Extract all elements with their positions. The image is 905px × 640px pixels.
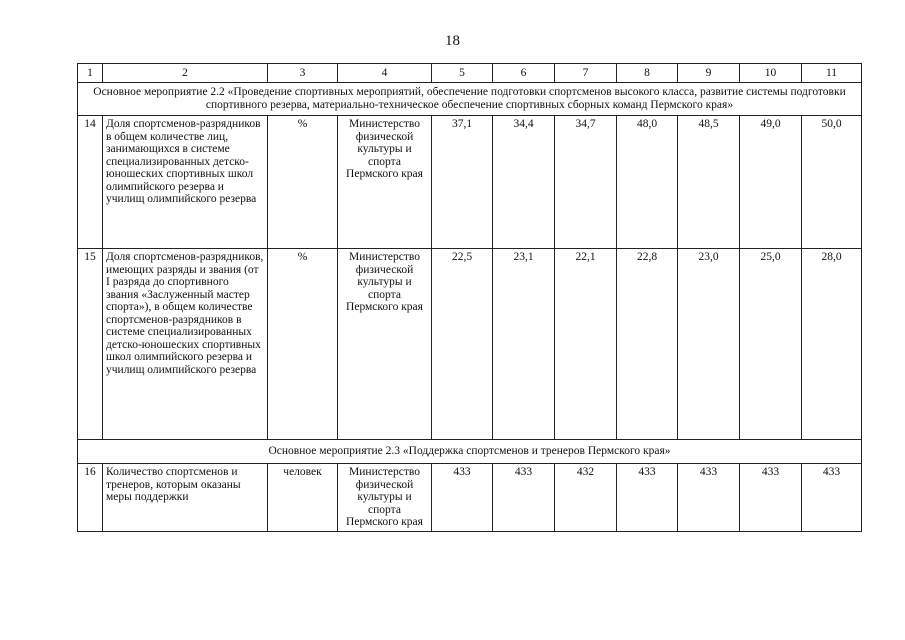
value-cell: 433	[740, 464, 802, 532]
value-cell: 432	[555, 464, 617, 532]
value-cell: 433	[802, 464, 862, 532]
value-cell: 22,1	[555, 249, 617, 440]
column-header: 2	[103, 64, 268, 83]
value-cell: 34,4	[493, 116, 555, 249]
responsible-cell: Министерство физической культуры и спорта Пермского края	[338, 116, 432, 249]
indicator-name: Доля спортсменов-разрядников, имеющих разряды и звания (от I разряда до спортивного звания «Заслуженный мастер спорта»), в общем количестве спортсменов-разрядников в системе специализированных детско-юношеских спортивных школ олимпийского резерва и училищ олимпийского резерва	[103, 249, 268, 440]
value-cell: 48,5	[678, 116, 740, 249]
value-cell: 433	[493, 464, 555, 532]
unit-cell: человек	[268, 464, 338, 532]
column-header: 4	[338, 64, 432, 83]
column-number-header-row	[78, 64, 862, 83]
column-header: 8	[617, 64, 678, 83]
responsible-cell: Министерство физической культуры и спорта Пермского края	[338, 464, 432, 532]
value-cell: 34,7	[555, 116, 617, 249]
value-cell: 23,1	[493, 249, 555, 440]
table-row	[78, 249, 862, 440]
value-cell: 49,0	[740, 116, 802, 249]
column-header: 11	[802, 64, 862, 83]
column-header: 7	[555, 64, 617, 83]
row-number: 15	[78, 249, 103, 440]
value-cell: 22,8	[617, 249, 678, 440]
value-cell: 37,1	[432, 116, 493, 249]
page-number: 18	[445, 33, 460, 49]
value-cell: 433	[617, 464, 678, 532]
table-row	[78, 116, 862, 249]
section-row-2-3	[78, 440, 862, 464]
unit-cell: %	[268, 249, 338, 440]
responsible-cell: Министерство физической культуры и спорта Пермского края	[338, 249, 432, 440]
row-number: 14	[78, 116, 103, 249]
unit-cell: %	[268, 116, 338, 249]
value-cell: 28,0	[802, 249, 862, 440]
indicators-table	[77, 63, 862, 532]
indicator-name: Доля спортсменов-разрядников в общем количестве лиц, занимающихся в системе специализированных детско-юношеских спортивных школ олимпийского резерва и училищ олимпийского резерва	[103, 116, 268, 249]
column-header: 1	[78, 64, 103, 83]
value-cell: 433	[678, 464, 740, 532]
value-cell: 48,0	[617, 116, 678, 249]
value-cell: 22,5	[432, 249, 493, 440]
indicator-name: Количество спортсменов и тренеров, которым оказаны меры поддержки	[103, 464, 268, 532]
table-row	[78, 464, 862, 532]
section-title: Основное мероприятие 2.2 «Проведение спортивных мероприятий, обеспечение подготовки спортсменов высокого класса, развитие системы подготовки спортивного резерва, материально-техническое обеспечение спортивных сборных команд Пермского края»	[78, 83, 862, 116]
column-header: 10	[740, 64, 802, 83]
section-row-2-2	[78, 83, 862, 116]
section-title: Основное мероприятие 2.3 «Поддержка спортсменов и тренеров Пермского края»	[78, 440, 862, 464]
column-header: 5	[432, 64, 493, 83]
column-header: 6	[493, 64, 555, 83]
value-cell: 25,0	[740, 249, 802, 440]
value-cell: 433	[432, 464, 493, 532]
row-number: 16	[78, 464, 103, 532]
value-cell: 23,0	[678, 249, 740, 440]
value-cell: 50,0	[802, 116, 862, 249]
column-header: 9	[678, 64, 740, 83]
column-header: 3	[268, 64, 338, 83]
